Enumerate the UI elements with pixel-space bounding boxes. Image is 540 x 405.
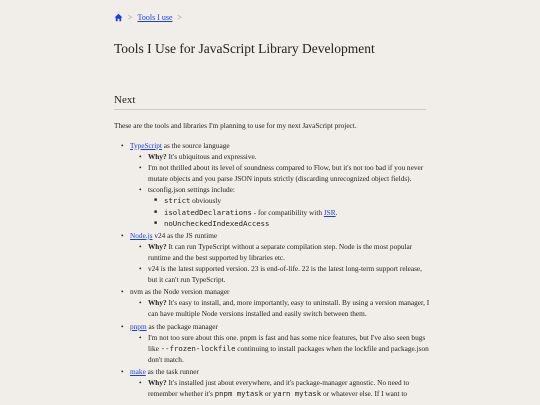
list-item (164, 218, 430, 229)
list-item-text: as the source language (161, 141, 230, 150)
nodejs-link[interactable]: Node.js (130, 230, 153, 240)
list-item-make (114, 366, 430, 399)
intro-paragraph: These are the tools and libraries I'm planning to use for my next JavaScript project. (114, 121, 357, 130)
code-isolated-declarations: isolatedDeclarations (164, 207, 252, 217)
list-item (164, 207, 430, 218)
code-frozen-lockfile: --frozen-lockfile (160, 343, 236, 353)
section-heading-next: Next (114, 94, 426, 110)
breadcrumb-separator: > (177, 13, 183, 22)
list-item-text: v24 is the latest supported version. 23 is end-of-life. 22 is the latest long-term support release, but it can't run TypeScript. (148, 264, 422, 285)
breadcrumb-separator: > (128, 13, 133, 22)
list-item-text: nvm as the Node version manager (130, 287, 230, 297)
list-item-text: or (263, 389, 273, 399)
breadcrumb (114, 13, 182, 22)
list-item-text: continuing to install packages when the lockfile and package.json don't match. (148, 343, 429, 364)
home-icon[interactable] (114, 13, 123, 22)
list-item-typescript (114, 140, 430, 229)
list-item (148, 332, 430, 365)
list-item (148, 184, 430, 228)
list-item-text: or whatever else. If I want to (321, 389, 408, 399)
list-item-text: obviously (190, 196, 221, 206)
list-item (164, 195, 430, 206)
list-item (148, 297, 430, 319)
list-item (148, 151, 430, 162)
pnpm-link[interactable]: pnpm (130, 321, 147, 331)
list-item-text: - for compatibility with (251, 207, 324, 217)
list-item-text: tsconfig.json settings include: (148, 185, 235, 195)
list-item-nodejs (114, 230, 430, 285)
page-title: Tools I Use for JavaScript Library Development (114, 41, 375, 56)
list-item-pnpm (114, 321, 430, 365)
list-item-text: . (335, 207, 338, 217)
breadcrumb-tools-link[interactable]: Tools I use (137, 13, 173, 22)
code-no-unchecked-indexed-access: noUncheckedIndexedAccess (164, 218, 270, 228)
typescript-link[interactable]: TypeScript (130, 141, 162, 150)
list-item-text: It can run TypeScript without a separate compilation step. Node is the most popular runtime and the best supported by libraries etc. (148, 241, 413, 262)
list-item-text: It's installed just about everywhere, and it's package-manager agnostic. No need to remember whether it's (148, 377, 410, 399)
list-item-text: It's ubiquitous and expressive. (166, 152, 257, 162)
list-item-text: I'm not too sure about this one. pnpm is fast and has some nice features, but I've also seen bugs like (148, 332, 426, 353)
list-item-text: as the package manager (146, 321, 218, 331)
list-item (148, 162, 430, 184)
code-pnpm-mytask: pnpm mytask (214, 389, 264, 399)
list-item (148, 241, 430, 263)
list-item-text: as the task runner (145, 366, 199, 376)
why-label: Why? (148, 377, 167, 387)
why-label: Why? (148, 152, 167, 162)
jsr-link[interactable]: JSR (323, 207, 336, 217)
make-link[interactable]: make (130, 366, 146, 376)
list-item-text: I'm not thrilled about its level of soundness compared to Flow, but it's not too bad if you never mutate objects and you parse JSON inputs strictly (discarding unrecognized object fields). (148, 163, 424, 184)
list-item-nvm (114, 286, 430, 319)
list-item (148, 377, 430, 399)
why-label: Why? (148, 241, 167, 251)
tools-list (114, 140, 430, 400)
list-item-text: v24 as the JS runtime (152, 230, 218, 240)
list-item (148, 263, 430, 285)
code-yarn-mytask: yarn mytask (272, 389, 322, 399)
why-label: Why? (148, 298, 167, 308)
list-item-text: It's easy to install, and, more importantly, easy to uninstall. By using a version manager, I can have multiple Node versions installed and easily switch between them. (148, 298, 430, 319)
code-strict: strict (164, 196, 191, 206)
